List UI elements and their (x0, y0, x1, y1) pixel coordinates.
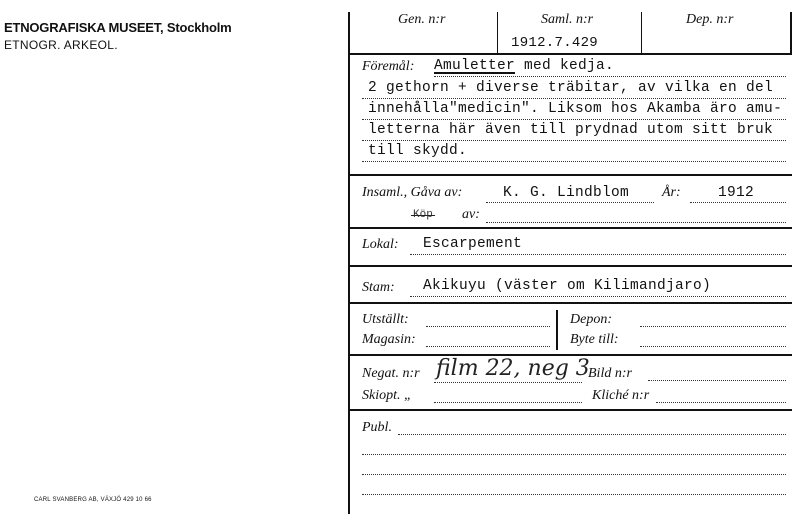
dotted-line (690, 202, 786, 203)
saml-nr-label: Saml. n:r (541, 12, 594, 27)
dotted-line (362, 119, 786, 120)
byte-till-label: Byte till: (570, 332, 619, 347)
institution-name: ETNOGRAFISKA MUSEET, Stockholm (4, 20, 232, 35)
insaml-value: K. G. Lindblom (503, 185, 630, 201)
dotted-line (410, 296, 786, 297)
dotted-line (362, 161, 786, 162)
dotted-line (434, 382, 582, 383)
dotted-line (362, 494, 786, 495)
dotted-line (362, 140, 786, 141)
rule-after-insaml (348, 227, 792, 229)
description-line-2: innehålla"medicin". Liksom hos Akamba äro amu- (368, 101, 783, 117)
foremal-label: Föremål: (362, 59, 415, 74)
struck-out-text (413, 209, 433, 221)
struck-out-word: Köp (413, 209, 433, 221)
rule-after-foremal (348, 174, 792, 176)
year-value: 1912 (718, 185, 755, 201)
publ-label: Publ. (362, 420, 392, 435)
card-left-border (348, 12, 350, 514)
dotted-line (410, 254, 786, 255)
stam-label: Stam: (362, 280, 395, 295)
dotted-line (486, 202, 654, 203)
lokal-value: Escarpement (423, 236, 523, 252)
skiopt-label: Skiopt. „ (362, 388, 412, 403)
dotted-line (648, 380, 786, 381)
dotted-line (362, 474, 786, 475)
rule-after-negat (348, 409, 792, 411)
dotted-line (640, 346, 786, 347)
description-line-1: 2 gethorn + diverse träbitar, av vilka en del (368, 80, 774, 96)
rule-after-header (348, 53, 792, 55)
header-divider-1 (497, 12, 498, 54)
struck-label: av: (462, 207, 480, 222)
insaml-label: Insaml., Gåva av: (362, 185, 463, 200)
utstallt-label: Utställt: (362, 312, 409, 327)
dotted-line (362, 98, 786, 99)
foremal-title (434, 58, 614, 74)
negat-label: Negat. n:r (362, 366, 420, 381)
description-line-4: till skydd. (368, 143, 468, 159)
header-right-border (790, 12, 792, 55)
printer-mark: CARL SVANBERG AB, VÄXJÖ 429 10 66 (34, 497, 152, 503)
strikethrough (411, 215, 435, 216)
description-line-3: letterna här även till prydnad utom sitt bruk (368, 122, 774, 138)
dotted-line (426, 346, 550, 347)
dotted-line (362, 454, 786, 455)
dotted-line (434, 402, 582, 403)
foremal-title-word: Amuletter (434, 58, 516, 74)
handwritten-negative-number: film 22, neg 3 (436, 356, 590, 381)
rule-after-lokal (348, 265, 792, 267)
magasin-label: Magasin: (362, 332, 416, 347)
bild-nr-label: Bild n:r (588, 366, 632, 381)
rule-after-stam (348, 302, 792, 304)
depon-label: Depon: (570, 312, 612, 327)
dotted-line (640, 326, 786, 327)
foremal-title-rest: med kedja. (515, 58, 615, 74)
year-label: År: (662, 185, 681, 200)
saml-nr-value: 1912.7.429 (511, 35, 599, 51)
dotted-line (434, 76, 786, 77)
dep-nr-label: Dep. n:r (686, 12, 734, 27)
gen-nr-label: Gen. n:r (398, 12, 446, 27)
utstallt-divider (556, 310, 558, 350)
stam-value: Akikuyu (väster om Kilimandjaro) (423, 278, 712, 294)
dotted-line (656, 402, 786, 403)
department-name: ETNOGR. ARKEOL. (4, 38, 118, 52)
dotted-line (486, 222, 786, 223)
kliche-nr-label: Kliché n:r (592, 388, 650, 403)
lokal-label: Lokal: (362, 237, 399, 252)
dotted-line (426, 326, 550, 327)
header-divider-2 (641, 12, 642, 54)
dotted-line (398, 434, 786, 435)
